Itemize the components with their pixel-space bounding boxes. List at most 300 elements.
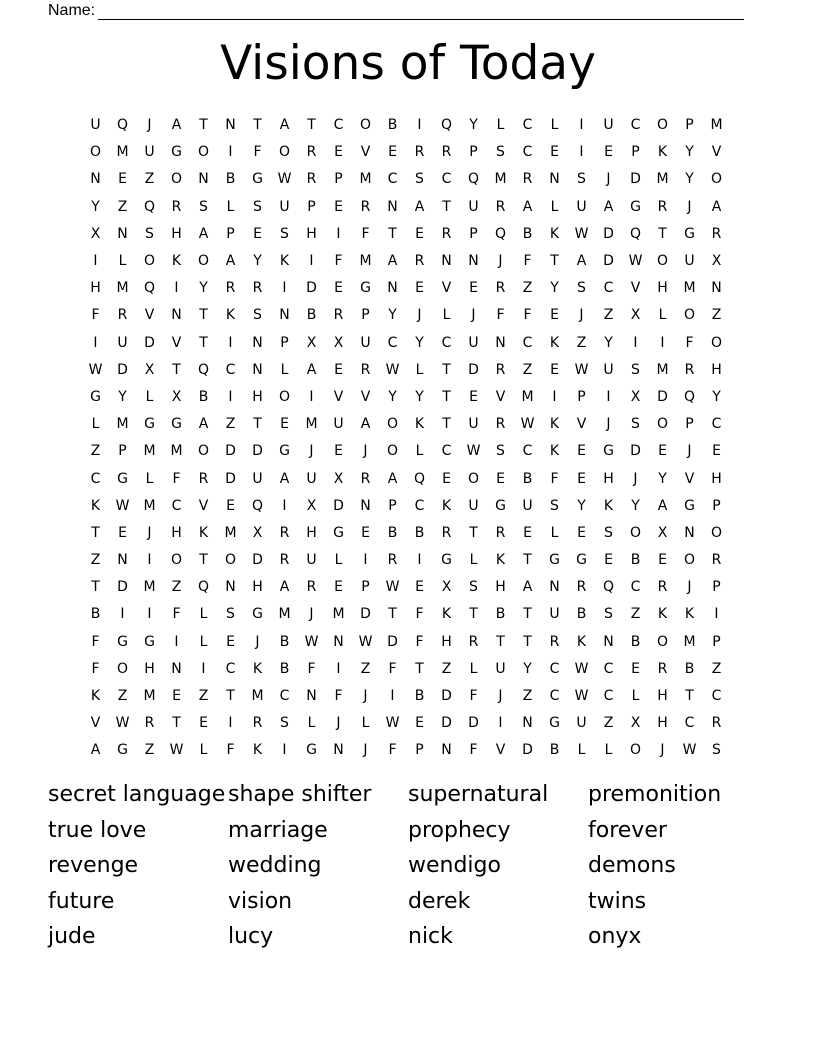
grid-letter: L [226,198,235,215]
word-bank [48,777,768,955]
grid-letter: E [442,470,451,487]
grid-letter: G [495,497,506,514]
grid-letter: R [657,198,668,215]
grid-letter: H [171,524,182,541]
grid-letter: G [117,742,128,759]
grid-letter: E [361,524,370,541]
grid-letter: V [495,742,506,759]
grid-letter: E [523,524,532,541]
grid-letter: V [360,144,371,161]
grid-letter: E [118,524,127,541]
grid-letter: K [495,552,506,569]
grid-letter: O [710,524,723,541]
grid-letter: F [253,144,262,161]
grid-letter: C [630,117,641,134]
grid-letter: D [225,470,236,487]
grid-letter: S [415,171,424,188]
grid-row [82,574,730,601]
grid-letter: O [89,144,102,161]
grid-letter: G [684,497,695,514]
grid-letter: D [468,361,479,378]
grid-letter: G [549,552,560,569]
grid-letter: R [387,552,398,569]
grid-letter: P [685,416,694,433]
grid-letter: Q [683,388,696,405]
grid-letter: W [115,497,130,514]
grid-letter: B [225,171,236,188]
grid-letter: Y [685,144,694,161]
grid-letter: A [279,579,290,596]
grid-letter: N [90,171,101,188]
word-bank-item: vision [228,888,293,914]
grid-letter: U [333,416,344,433]
grid-letter: W [574,361,589,378]
word-bank-item: forever [588,817,667,843]
grid-letter: I [660,334,665,351]
grid-letter: I [228,388,233,405]
grid-letter: N [171,660,182,677]
grid-letter: P [631,144,640,161]
grid-letter: P [280,334,289,351]
grid-letter: S [145,225,154,242]
grid-letter: H [90,280,101,297]
grid-letter: B [495,606,506,623]
grid-letter: N [387,280,398,297]
grid-letter: K [684,606,695,623]
grid-row [82,330,730,357]
grid-letter: C [387,171,398,188]
grid-letter: L [307,715,316,732]
grid-letter: Z [603,307,614,324]
grid-letter: K [549,416,560,433]
grid-letter: J [687,579,692,596]
grid-letter: K [441,497,452,514]
grid-letter: G [144,633,155,650]
grid-letter: C [603,688,614,705]
grid-letter: K [252,742,263,759]
grid-letter: I [120,606,125,623]
grid-letter: E [226,633,235,650]
grid-letter: L [334,552,343,569]
grid-letter: J [633,470,638,487]
grid-letter: L [199,742,208,759]
grid-letter: K [603,497,614,514]
grid-letter: J [309,606,314,623]
grid-letter: A [90,742,101,759]
grid-letter: C [711,688,722,705]
grid-letter: V [144,307,155,324]
grid-letter: H [495,579,506,596]
grid-letter: U [576,198,587,215]
grid-letter: O [116,660,129,677]
grid-letter: K [549,443,560,460]
grid-letter: K [441,606,452,623]
grid-row [82,493,730,520]
grid-letter: O [683,307,696,324]
grid-letter: W [277,171,292,188]
grid-letter: L [550,198,559,215]
grid-row [82,112,730,139]
grid-letter: I [147,606,152,623]
grid-letter: D [225,443,236,460]
grid-letter: K [549,225,560,242]
grid-letter: I [174,280,179,297]
grid-letter: V [90,715,101,732]
grid-letter: V [333,388,344,405]
grid-letter: U [306,552,317,569]
grid-letter: K [657,606,668,623]
grid-letter: R [657,579,668,596]
grid-letter: C [90,470,101,487]
grid-letter: I [201,660,206,677]
grid-letter: B [630,633,641,650]
grid-letter: D [522,742,533,759]
grid-letter: C [225,660,236,677]
grid-letter: O [143,253,156,270]
grid-letter: M [332,606,345,623]
grid-letter: C [630,579,641,596]
grid-row [82,656,730,683]
grid-letter: Y [523,660,532,677]
grid-letter: M [170,443,183,460]
grid-letter: E [334,579,343,596]
grid-letter: L [631,688,640,705]
grid-letter: F [361,225,370,242]
grid-letter: J [606,171,611,188]
grid-row [82,520,730,547]
grid-letter: F [469,742,478,759]
word-bank-item: supernatural [408,782,549,807]
word-bank-item: future [48,888,115,914]
grid-letter: T [523,552,532,569]
grid-letter: T [415,660,424,677]
grid-letter: D [333,497,344,514]
grid-letter: B [522,225,533,242]
grid-letter: J [687,443,692,460]
grid-letter: G [171,144,182,161]
grid-letter: H [306,225,317,242]
grid-letter: N [333,742,344,759]
grid-letter: J [363,443,368,460]
grid-letter: E [334,198,343,215]
grid-letter: D [360,606,371,623]
grid-letter: O [197,443,210,460]
grid-letter: S [577,171,586,188]
grid-letter: L [415,443,424,460]
grid-letter: N [441,742,452,759]
grid-letter: U [549,606,560,623]
grid-letter: F [388,742,397,759]
grid-letter: L [199,633,208,650]
grid-letter: S [712,742,721,759]
grid-letter: O [710,171,723,188]
grid-letter: F [91,307,100,324]
grid-letter: F [550,470,559,487]
grid-row [82,737,730,764]
grid-letter: M [683,280,696,297]
grid-letter: I [498,715,503,732]
grid-letter: G [603,443,614,460]
grid-letter: N [225,117,236,134]
grid-letter: E [226,497,235,514]
grid-letter: M [494,171,507,188]
grid-letter: A [603,198,614,215]
grid-letter: J [606,416,611,433]
grid-letter: T [307,117,316,134]
grid-letter: Y [388,307,397,324]
name-field [48,0,744,20]
grid-letter: S [496,443,505,460]
grid-letter: K [252,660,263,677]
grid-letter: K [198,524,209,541]
grid-letter: J [417,307,422,324]
grid-letter: A [414,198,425,215]
grid-letter: U [117,334,128,351]
grid-letter: G [117,633,128,650]
grid-letter: K [225,307,236,324]
grid-letter: J [363,742,368,759]
grid-letter: Q [197,361,210,378]
grid-letter: Q [116,117,129,134]
grid-letter: L [469,552,478,569]
grid-row [82,248,730,275]
grid-letter: U [495,660,506,677]
grid-letter: W [574,225,589,242]
grid-letter: C [441,443,452,460]
grid-letter: T [523,633,532,650]
grid-letter: M [143,579,156,596]
grid-letter: K [279,253,290,270]
grid-letter: N [495,334,506,351]
word-bank-item: shape shifter [228,782,372,807]
grid-letter: A [711,198,722,215]
grid-letter: O [656,633,669,650]
grid-letter: I [147,552,152,569]
grid-letter: S [199,198,208,215]
grid-letter: J [498,253,503,270]
grid-letter: P [415,742,424,759]
grid-letter: R [711,715,722,732]
grid-letter: Z [171,579,182,596]
grid-letter: T [253,117,262,134]
grid-letter: N [252,361,263,378]
grid-letter: N [117,552,128,569]
grid-letter: F [334,253,343,270]
grid-letter: L [442,307,451,324]
grid-letter: E [604,552,613,569]
grid-letter: B [414,688,425,705]
grid-letter: L [145,470,154,487]
grid-letter: J [255,633,260,650]
grid-letter: S [631,361,640,378]
grid-letter: H [657,688,668,705]
grid-letter: B [279,633,290,650]
grid-letter: M [143,688,156,705]
grid-letter: P [685,117,694,134]
grid-letter: D [441,688,452,705]
grid-letter: Z [441,660,452,677]
grid-letter: N [549,171,560,188]
grid-letter: G [171,416,182,433]
grid-letter: Q [629,225,642,242]
grid-letter: C [684,715,695,732]
grid-letter: Z [711,660,722,677]
grid-letter: R [441,225,452,242]
grid-letter: J [498,688,503,705]
grid-row [82,221,730,248]
grid-letter: X [630,715,641,732]
grid-letter: C [603,660,614,677]
grid-letter: L [280,361,289,378]
grid-letter: Y [712,388,721,405]
grid-letter: R [711,225,722,242]
grid-letter: G [576,552,587,569]
grid-letter: O [467,470,480,487]
grid-letter: U [90,117,101,134]
grid-row [82,302,730,329]
grid-letter: D [144,334,155,351]
grid-letter: X [441,579,452,596]
grid-letter: W [574,688,589,705]
grid-letter: U [144,144,155,161]
grid-letter: R [279,524,290,541]
grid-letter: T [442,361,451,378]
grid-letter: C [441,171,452,188]
grid-letter: F [388,660,397,677]
grid-letter: I [309,388,314,405]
grid-letter: W [682,742,697,759]
grid-letter: O [656,253,669,270]
grid-letter: R [441,524,452,541]
grid-letter: E [550,361,559,378]
grid-letter: D [117,579,128,596]
grid-letter: N [603,633,614,650]
grid-letter: Q [602,579,615,596]
grid-letter: W [88,361,103,378]
grid-letter: O [656,117,669,134]
grid-letter: E [118,171,127,188]
grid-letter: F [469,688,478,705]
grid-letter: F [91,660,100,677]
grid-letter: R [657,660,668,677]
grid-letter: A [657,497,668,514]
grid-letter: T [388,225,397,242]
grid-letter: P [469,144,478,161]
grid-letter: B [684,660,695,677]
grid-letter: E [253,225,262,242]
grid-letter: P [334,171,343,188]
grid-letter: N [171,307,182,324]
grid-letter: R [495,361,506,378]
grid-letter: N [549,579,560,596]
grid-letter: I [579,144,584,161]
grid-letter: D [603,225,614,242]
grid-letter: X [306,334,317,351]
grid-letter: H [657,715,668,732]
grid-letter: P [307,198,316,215]
grid-letter: Z [522,361,533,378]
grid-letter: O [386,443,399,460]
grid-letter: W [385,579,400,596]
grid-letter: U [468,497,479,514]
grid-letter: X [657,524,668,541]
grid-letter: O [629,742,642,759]
grid-letter: L [496,117,505,134]
grid-letter: Y [415,334,424,351]
grid-letter: Z [117,198,128,215]
grid-letter: I [309,253,314,270]
grid-letter: I [606,388,611,405]
name-label: Name: [48,2,96,19]
grid-letter: U [576,715,587,732]
grid-letter: E [469,388,478,405]
grid-letter: T [199,334,208,351]
grid-letter: Q [143,280,156,297]
grid-letter: C [333,117,344,134]
grid-letter: J [579,307,584,324]
grid-letter: V [360,388,371,405]
grid-letter: M [656,171,669,188]
grid-letter: E [469,280,478,297]
grid-row [82,465,730,492]
grid-letter: D [252,552,263,569]
grid-letter: M [656,361,669,378]
grid-letter: B [198,388,209,405]
grid-letter: B [90,606,101,623]
grid-row [82,275,730,302]
word-bank-item: twins [588,888,647,914]
grid-letter: S [226,606,235,623]
grid-letter: L [118,253,127,270]
grid-letter: K [90,688,101,705]
word-bank-item: jude [48,924,96,950]
grid-letter: W [385,715,400,732]
grid-row [82,384,730,411]
grid-letter: Y [685,171,694,188]
grid-letter: G [252,171,263,188]
grid-letter: L [550,117,559,134]
grid-letter: T [658,225,667,242]
grid-letter: T [253,416,262,433]
grid-letter: N [198,171,209,188]
grid-letter: M [359,253,372,270]
grid-letter: U [603,117,614,134]
page-title: Visions of Today [220,36,596,91]
grid-letter: Y [604,334,613,351]
grid-letter: L [469,660,478,677]
grid-letter: A [576,253,587,270]
grid-letter: E [631,660,640,677]
grid-letter: O [629,524,642,541]
grid-letter: J [660,742,665,759]
grid-letter: G [360,280,371,297]
grid-letter: D [252,443,263,460]
word-bank-item: wendigo [408,853,501,879]
grid-letter: Z [522,688,533,705]
grid-letter: E [577,443,586,460]
grid-letter: R [441,144,452,161]
grid-letter: R [117,307,128,324]
grid-letter: H [711,470,722,487]
grid-letter: U [360,334,371,351]
grid-letter: L [577,742,586,759]
grid-letter: V [711,144,722,161]
grid-letter: P [361,579,370,596]
grid-letter: E [334,443,343,460]
grid-letter: D [630,443,641,460]
grid-letter: Y [631,497,640,514]
grid-letter: T [469,606,478,623]
